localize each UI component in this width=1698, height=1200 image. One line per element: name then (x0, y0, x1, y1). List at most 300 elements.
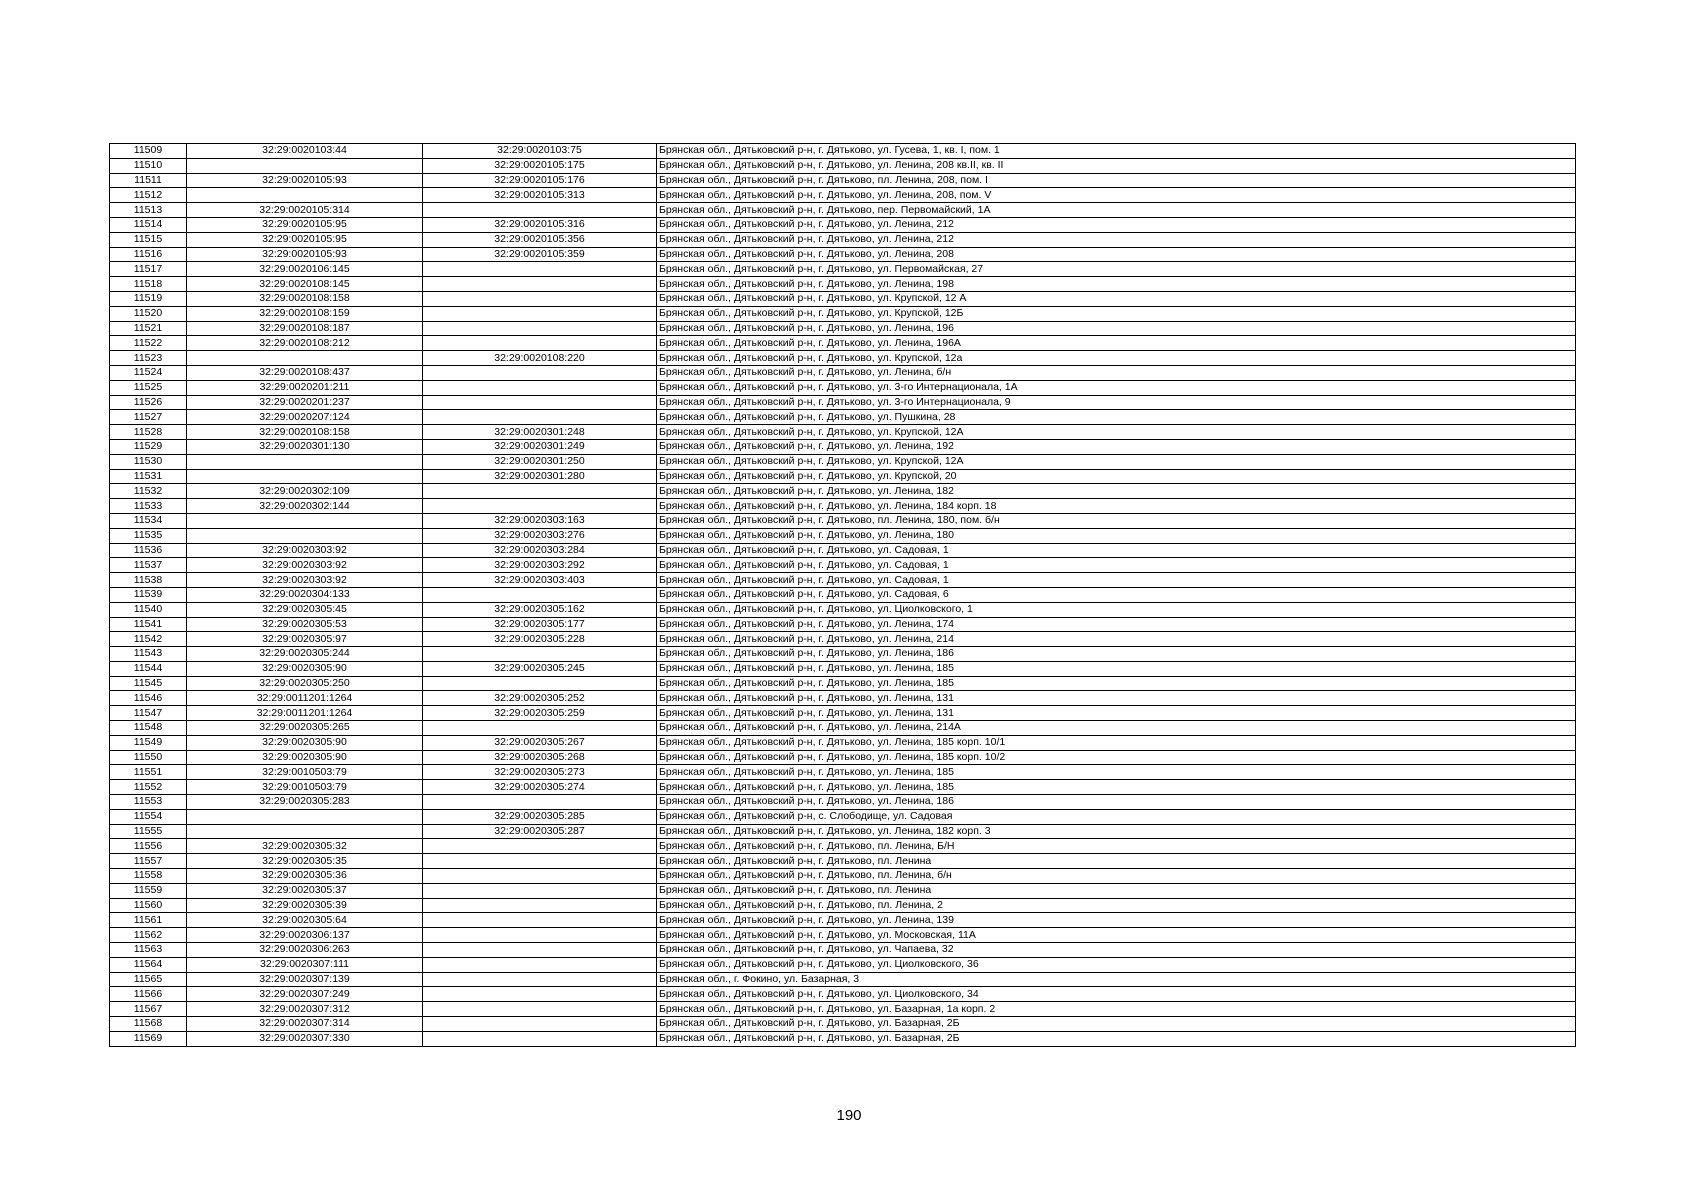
cadastral-number-cell: 32:29:0020305:90 (187, 735, 423, 750)
address-cell: Брянская обл., Дятьковский р-н, г. Дятьково, ул. Ленина, 214А (657, 721, 1576, 736)
row-number-cell: 11525 (110, 380, 187, 395)
object-number-cell (423, 1017, 657, 1032)
table-row (110, 158, 1576, 173)
object-number-cell: 32:29:0020301:250 (423, 454, 657, 469)
table-row (110, 602, 1576, 617)
address-cell: Брянская обл., Дятьковский р-н, г. Дятьково, ул. Ленина, 214 (657, 632, 1576, 647)
row-number-cell: 11512 (110, 188, 187, 203)
object-number-cell: 32:29:0020305:267 (423, 735, 657, 750)
row-number-cell: 11552 (110, 780, 187, 795)
table-row (110, 957, 1576, 972)
cadastral-number-cell: 32:29:0020302:144 (187, 499, 423, 514)
table-row (110, 543, 1576, 558)
table-row (110, 513, 1576, 528)
table-row (110, 587, 1576, 602)
cadastral-number-cell: 32:29:0020108:437 (187, 365, 423, 380)
table-row (110, 173, 1576, 188)
cadastral-number-cell: 32:29:0011201:1264 (187, 691, 423, 706)
row-number-cell: 11538 (110, 573, 187, 588)
row-number-cell: 11557 (110, 854, 187, 869)
object-number-cell: 32:29:0020301:280 (423, 469, 657, 484)
row-number-cell: 11562 (110, 928, 187, 943)
table-row (110, 883, 1576, 898)
row-number-cell: 11527 (110, 410, 187, 425)
table-row (110, 425, 1576, 440)
address-cell: Брянская обл., Дятьковский р-н, г. Дятьково, ул. Садовая, 1 (657, 558, 1576, 573)
row-number-cell: 11532 (110, 484, 187, 499)
object-number-cell: 32:29:0020305:252 (423, 691, 657, 706)
row-number-cell: 11509 (110, 144, 187, 159)
cadastral-number-cell: 32:29:0020302:109 (187, 484, 423, 499)
address-cell: Брянская обл., Дятьковский р-н, г. Дятьково, ул. Ленина, 208, пом. V (657, 188, 1576, 203)
cadastral-number-cell: 32:29:0020305:39 (187, 898, 423, 913)
object-number-cell (423, 1002, 657, 1017)
cadastral-number-cell (187, 469, 423, 484)
object-number-cell (423, 913, 657, 928)
address-cell: Брянская обл., Дятьковский р-н, г. Дятьково, ул. Крупской, 12 А (657, 291, 1576, 306)
object-number-cell (423, 972, 657, 987)
cadastral-number-cell: 32:29:0010503:79 (187, 780, 423, 795)
address-cell: Брянская обл., Дятьковский р-н, с. Слободище, ул. Садовая (657, 809, 1576, 824)
row-number-cell: 11513 (110, 203, 187, 218)
row-number-cell: 11556 (110, 839, 187, 854)
object-number-cell: 32:29:0020105:175 (423, 158, 657, 173)
object-number-cell: 32:29:0020301:248 (423, 425, 657, 440)
object-number-cell: 32:29:0020105:176 (423, 173, 657, 188)
object-number-cell (423, 262, 657, 277)
row-number-cell: 11550 (110, 750, 187, 765)
address-cell: Брянская обл., Дятьковский р-н, г. Дятьково, ул. Чапаева, 32 (657, 943, 1576, 958)
address-cell: Брянская обл., Дятьковский р-н, г. Дятьково, ул. Крупской, 12А (657, 425, 1576, 440)
address-cell: Брянская обл., Дятьковский р-н, г. Дятьково, ул. Ленина, 182 (657, 484, 1576, 499)
object-number-cell (423, 203, 657, 218)
cadastral-number-cell: 32:29:0020305:90 (187, 661, 423, 676)
address-cell: Брянская обл., Дятьковский р-н, г. Дятьково, ул. Циолковского, 36 (657, 957, 1576, 972)
address-cell: Брянская обл., Дятьковский р-н, г. Дятьково, ул. Ленина, 184 корп. 18 (657, 499, 1576, 514)
row-number-cell: 11519 (110, 291, 187, 306)
cadastral-number-cell: 32:29:0020305:37 (187, 883, 423, 898)
cadastral-number-cell: 32:29:0020303:92 (187, 558, 423, 573)
address-cell: Брянская обл., Дятьковский р-н, г. Дятьково, ул. Ленина, 185 корп. 10/1 (657, 735, 1576, 750)
address-cell: Брянская обл., Дятьковский р-н, г. Дятьково, ул. Ленина, 186 (657, 647, 1576, 662)
row-number-cell: 11536 (110, 543, 187, 558)
cadastral-number-cell: 32:29:0020304:133 (187, 587, 423, 602)
object-number-cell (423, 365, 657, 380)
row-number-cell: 11511 (110, 173, 187, 188)
cadastral-number-cell: 32:29:0020108:158 (187, 291, 423, 306)
address-cell: Брянская обл., Дятьковский р-н, г. Дятьково, ул. Ленина, 174 (657, 617, 1576, 632)
row-number-cell: 11564 (110, 957, 187, 972)
row-number-cell: 11531 (110, 469, 187, 484)
row-number-cell: 11524 (110, 365, 187, 380)
object-number-cell (423, 1031, 657, 1046)
cadastral-number-cell: 32:29:0020303:92 (187, 543, 423, 558)
row-number-cell: 11523 (110, 351, 187, 366)
row-number-cell: 11546 (110, 691, 187, 706)
table-row (110, 232, 1576, 247)
address-cell: Брянская обл., Дятьковский р-н, г. Дятьково, ул. Базарная, 2Б (657, 1017, 1576, 1032)
table-row (110, 188, 1576, 203)
table-row (110, 247, 1576, 262)
address-cell: Брянская обл., Дятьковский р-н, г. Дятьково, пл. Ленина (657, 883, 1576, 898)
address-cell: Брянская обл., Дятьковский р-н, г. Дятьково, ул. Крупской, 12А (657, 454, 1576, 469)
row-number-cell: 11542 (110, 632, 187, 647)
row-number-cell: 11540 (110, 602, 187, 617)
row-number-cell: 11529 (110, 439, 187, 454)
object-number-cell: 32:29:0020303:276 (423, 528, 657, 543)
address-cell: Брянская обл., Дятьковский р-н, г. Дятьково, ул. Ленина, 180 (657, 528, 1576, 543)
row-number-cell: 11517 (110, 262, 187, 277)
cadastral-number-cell: 32:29:0020305:45 (187, 602, 423, 617)
row-number-cell: 11541 (110, 617, 187, 632)
table-row (110, 336, 1576, 351)
cadastral-number-cell: 32:29:0020105:95 (187, 217, 423, 232)
object-number-cell: 32:29:0020305:273 (423, 765, 657, 780)
address-cell: Брянская обл., Дятьковский р-н, г. Дятьково, ул. Циолковского, 34 (657, 987, 1576, 1002)
row-number-cell: 11530 (110, 454, 187, 469)
cadastral-number-cell: 32:29:0020108:145 (187, 277, 423, 292)
cadastral-number-cell: 32:29:0020307:139 (187, 972, 423, 987)
address-cell: Брянская обл., Дятьковский р-н, г. Дятьково, ул. Московская, 11А (657, 928, 1576, 943)
table-row (110, 647, 1576, 662)
address-cell: Брянская обл., Дятьковский р-н, г. Дятьково, ул. Ленина, 185 (657, 661, 1576, 676)
table-row (110, 839, 1576, 854)
row-number-cell: 11537 (110, 558, 187, 573)
address-cell: Брянская обл., Дятьковский р-н, г. Дятьково, ул. Ленина, 196 (657, 321, 1576, 336)
address-cell: Брянская обл., Дятьковский р-н, г. Дятьково, ул. Ленина, 185 (657, 780, 1576, 795)
object-number-cell (423, 484, 657, 499)
row-number-cell: 11561 (110, 913, 187, 928)
row-number-cell: 11547 (110, 706, 187, 721)
cadastral-number-cell: 32:29:0020207:124 (187, 410, 423, 425)
table-row (110, 1031, 1576, 1046)
table-row (110, 987, 1576, 1002)
cadastral-number-cell: 32:29:0020305:36 (187, 869, 423, 884)
table-row (110, 351, 1576, 366)
table-row (110, 913, 1576, 928)
row-number-cell: 11559 (110, 883, 187, 898)
row-number-cell: 11544 (110, 661, 187, 676)
row-number-cell: 11566 (110, 987, 187, 1002)
address-cell: Брянская обл., г. Фокино, ул. Базарная, 3 (657, 972, 1576, 987)
table-row (110, 469, 1576, 484)
object-number-cell (423, 869, 657, 884)
table-row (110, 380, 1576, 395)
object-number-cell: 32:29:0020301:249 (423, 439, 657, 454)
row-number-cell: 11520 (110, 306, 187, 321)
cadastral-number-cell (187, 824, 423, 839)
address-cell: Брянская обл., Дятьковский р-н, г. Дятьково, ул. Гусева, 1, кв. I, пом. 1 (657, 144, 1576, 159)
cadastral-number-cell: 32:29:0020105:95 (187, 232, 423, 247)
object-number-cell: 32:29:0020303:163 (423, 513, 657, 528)
table-row (110, 1002, 1576, 1017)
table-row (110, 854, 1576, 869)
cadastral-number-cell (187, 809, 423, 824)
row-number-cell: 11558 (110, 869, 187, 884)
table-row (110, 203, 1576, 218)
object-number-cell: 32:29:0020305:177 (423, 617, 657, 632)
table-row (110, 558, 1576, 573)
address-cell: Брянская обл., Дятьковский р-н, г. Дятьково, ул. Ленина, 182 корп. 3 (657, 824, 1576, 839)
object-number-cell: 32:29:0020305:162 (423, 602, 657, 617)
object-number-cell (423, 928, 657, 943)
table-row (110, 262, 1576, 277)
object-number-cell (423, 395, 657, 410)
table-row (110, 484, 1576, 499)
cadastral-number-cell: 32:29:0010503:79 (187, 765, 423, 780)
object-number-cell (423, 795, 657, 810)
object-number-cell (423, 499, 657, 514)
object-number-cell (423, 721, 657, 736)
row-number-cell: 11533 (110, 499, 187, 514)
address-cell: Брянская обл., Дятьковский р-н, г. Дятьково, пл. Ленина (657, 854, 1576, 869)
row-number-cell: 11521 (110, 321, 187, 336)
table-row (110, 528, 1576, 543)
cadastral-number-cell: 32:29:0020108:187 (187, 321, 423, 336)
object-number-cell (423, 306, 657, 321)
object-number-cell: 32:29:0020305:268 (423, 750, 657, 765)
table-row (110, 661, 1576, 676)
object-number-cell (423, 321, 657, 336)
object-number-cell (423, 291, 657, 306)
object-number-cell: 32:29:0020303:292 (423, 558, 657, 573)
cadastral-number-cell (187, 188, 423, 203)
cadastral-number-cell: 32:29:0020305:97 (187, 632, 423, 647)
table-row (110, 691, 1576, 706)
cadastral-number-cell: 32:29:0020105:314 (187, 203, 423, 218)
table-row (110, 321, 1576, 336)
address-cell: Брянская обл., Дятьковский р-н, г. Дятьково, ул. Ленина, 131 (657, 691, 1576, 706)
cadastral-number-cell (187, 528, 423, 543)
row-number-cell: 11510 (110, 158, 187, 173)
cadastral-number-cell: 32:29:0020103:44 (187, 144, 423, 159)
table-row (110, 780, 1576, 795)
table-row (110, 1017, 1576, 1032)
address-cell: Брянская обл., Дятьковский р-н, г. Дятьково, ул. Ленина, 208 кв.II, кв. II (657, 158, 1576, 173)
cadastral-number-cell: 32:29:0020305:53 (187, 617, 423, 632)
address-cell: Брянская обл., Дятьковский р-н, г. Дятьково, ул. Крупской, 20 (657, 469, 1576, 484)
table-row (110, 750, 1576, 765)
cadastral-number-cell: 32:29:0020305:32 (187, 839, 423, 854)
object-number-cell (423, 943, 657, 958)
row-number-cell: 11539 (110, 587, 187, 602)
object-number-cell (423, 987, 657, 1002)
table-row (110, 573, 1576, 588)
table-row (110, 972, 1576, 987)
registry-table (109, 143, 1576, 1047)
row-number-cell: 11522 (110, 336, 187, 351)
row-number-cell: 11555 (110, 824, 187, 839)
table-row (110, 735, 1576, 750)
cadastral-number-cell: 32:29:0020108:212 (187, 336, 423, 351)
address-cell: Брянская обл., Дятьковский р-н, г. Дятьково, пл. Ленина, Б/Н (657, 839, 1576, 854)
row-number-cell: 11568 (110, 1017, 187, 1032)
row-number-cell: 11535 (110, 528, 187, 543)
address-cell: Брянская обл., Дятьковский р-н, г. Дятьково, ул. Ленина, 212 (657, 217, 1576, 232)
cadastral-number-cell: 32:29:0020305:244 (187, 647, 423, 662)
row-number-cell: 11560 (110, 898, 187, 913)
address-cell: Брянская обл., Дятьковский р-н, г. Дятьково, пер. Первомайский, 1А (657, 203, 1576, 218)
address-cell: Брянская обл., Дятьковский р-н, г. Дятьково, ул. Ленина, 198 (657, 277, 1576, 292)
table-row (110, 721, 1576, 736)
table-row (110, 499, 1576, 514)
table-row (110, 943, 1576, 958)
row-number-cell: 11516 (110, 247, 187, 262)
cadastral-number-cell: 32:29:0020301:130 (187, 439, 423, 454)
registry-table-body (110, 144, 1576, 1047)
address-cell: Брянская обл., Дятьковский р-н, г. Дятьково, ул. Первомайская, 27 (657, 262, 1576, 277)
object-number-cell: 32:29:0020305:228 (423, 632, 657, 647)
table-row (110, 454, 1576, 469)
table-row (110, 869, 1576, 884)
cadastral-number-cell: 32:29:0020108:159 (187, 306, 423, 321)
cadastral-number-cell: 32:29:0020305:265 (187, 721, 423, 736)
row-number-cell: 11545 (110, 676, 187, 691)
address-cell: Брянская обл., Дятьковский р-н, г. Дятьково, пл. Ленина, 180, пом. б/н (657, 513, 1576, 528)
cadastral-number-cell: 32:29:0020307:312 (187, 1002, 423, 1017)
table-row (110, 928, 1576, 943)
page-number: 190 (836, 1107, 862, 1124)
cadastral-number-cell: 32:29:0020303:92 (187, 573, 423, 588)
address-cell: Брянская обл., Дятьковский р-н, г. Дятьково, ул. Садовая, 1 (657, 573, 1576, 588)
row-number-cell: 11518 (110, 277, 187, 292)
address-cell: Брянская обл., Дятьковский р-н, г. Дятьково, ул. Ленина, 192 (657, 439, 1576, 454)
table-row (110, 809, 1576, 824)
table-row (110, 632, 1576, 647)
table-row (110, 676, 1576, 691)
row-number-cell: 11551 (110, 765, 187, 780)
table-row (110, 439, 1576, 454)
table-row (110, 144, 1576, 159)
table-row (110, 306, 1576, 321)
object-number-cell: 32:29:0020305:285 (423, 809, 657, 824)
address-cell: Брянская обл., Дятьковский р-н, г. Дятьково, ул. Крупской, 12а (657, 351, 1576, 366)
object-number-cell (423, 336, 657, 351)
address-cell: Брянская обл., Дятьковский р-н, г. Дятьково, ул. Базарная, 2Б (657, 1031, 1576, 1046)
object-number-cell (423, 839, 657, 854)
address-cell: Брянская обл., Дятьковский р-н, г. Дятьково, ул. Ленина, 208 (657, 247, 1576, 262)
cadastral-number-cell: 32:29:0020305:35 (187, 854, 423, 869)
object-number-cell (423, 277, 657, 292)
address-cell: Брянская обл., Дятьковский р-н, г. Дятьково, ул. Ленина, 212 (657, 232, 1576, 247)
table-row (110, 617, 1576, 632)
cadastral-number-cell (187, 454, 423, 469)
table-row (110, 898, 1576, 913)
row-number-cell: 11543 (110, 647, 187, 662)
object-number-cell (423, 883, 657, 898)
cadastral-number-cell: 32:29:0020307:249 (187, 987, 423, 1002)
address-cell: Брянская обл., Дятьковский р-н, г. Дятьково, пл. Ленина, 208, пом. I (657, 173, 1576, 188)
object-number-cell: 32:29:0020305:245 (423, 661, 657, 676)
table-row (110, 277, 1576, 292)
address-cell: Брянская обл., Дятьковский р-н, г. Дятьково, ул. Пушкина, 28 (657, 410, 1576, 425)
address-cell: Брянская обл., Дятьковский р-н, г. Дятьково, ул. Садовая, 6 (657, 587, 1576, 602)
cadastral-number-cell: 32:29:0020307:111 (187, 957, 423, 972)
object-number-cell (423, 854, 657, 869)
cadastral-number-cell: 32:29:0020305:64 (187, 913, 423, 928)
address-cell: Брянская обл., Дятьковский р-н, г. Дятьково, ул. Садовая, 1 (657, 543, 1576, 558)
address-cell: Брянская обл., Дятьковский р-н, г. Дятьково, ул. 3-го Интернационала, 1А (657, 380, 1576, 395)
address-cell: Брянская обл., Дятьковский р-н, г. Дятьково, ул. Базарная, 1а корп. 2 (657, 1002, 1576, 1017)
cadastral-number-cell (187, 351, 423, 366)
cadastral-number-cell (187, 158, 423, 173)
table-row (110, 217, 1576, 232)
table-row (110, 410, 1576, 425)
cadastral-number-cell: 32:29:0020306:263 (187, 943, 423, 958)
object-number-cell: 32:29:0020108:220 (423, 351, 657, 366)
table-row (110, 765, 1576, 780)
object-number-cell: 32:29:0020105:359 (423, 247, 657, 262)
cadastral-number-cell: 32:29:0020105:93 (187, 247, 423, 262)
address-cell: Брянская обл., Дятьковский р-н, г. Дятьково, ул. Крупской, 12Б (657, 306, 1576, 321)
row-number-cell: 11565 (110, 972, 187, 987)
table-row (110, 365, 1576, 380)
address-cell: Брянская обл., Дятьковский р-н, г. Дятьково, ул. Циолковского, 1 (657, 602, 1576, 617)
address-cell: Брянская обл., Дятьковский р-н, г. Дятьково, ул. 3-го Интернационала, 9 (657, 395, 1576, 410)
object-number-cell: 32:29:0020103:75 (423, 144, 657, 159)
cadastral-number-cell: 32:29:0020307:314 (187, 1017, 423, 1032)
address-cell: Брянская обл., Дятьковский р-н, г. Дятьково, ул. Ленина, 196А (657, 336, 1576, 351)
address-cell: Брянская обл., Дятьковский р-н, г. Дятьково, ул. Ленина, 131 (657, 706, 1576, 721)
cadastral-number-cell: 32:29:0020105:93 (187, 173, 423, 188)
row-number-cell: 11526 (110, 395, 187, 410)
object-number-cell: 32:29:0020105:313 (423, 188, 657, 203)
object-number-cell: 32:29:0020305:287 (423, 824, 657, 839)
cadastral-number-cell: 32:29:0020201:211 (187, 380, 423, 395)
object-number-cell: 32:29:0020303:403 (423, 573, 657, 588)
object-number-cell (423, 587, 657, 602)
table-row (110, 795, 1576, 810)
address-cell: Брянская обл., Дятьковский р-н, г. Дятьково, ул. Ленина, 185 (657, 676, 1576, 691)
row-number-cell: 11569 (110, 1031, 187, 1046)
row-number-cell: 11528 (110, 425, 187, 440)
object-number-cell: 32:29:0020305:259 (423, 706, 657, 721)
object-number-cell: 32:29:0020105:356 (423, 232, 657, 247)
cadastral-number-cell: 32:29:0020201:237 (187, 395, 423, 410)
address-cell: Брянская обл., Дятьковский р-н, г. Дятьково, ул. Ленина, 186 (657, 795, 1576, 810)
row-number-cell: 11549 (110, 735, 187, 750)
object-number-cell (423, 380, 657, 395)
cadastral-number-cell (187, 513, 423, 528)
cadastral-number-cell: 32:29:0020305:250 (187, 676, 423, 691)
object-number-cell (423, 410, 657, 425)
object-number-cell (423, 676, 657, 691)
cadastral-number-cell: 32:29:0020108:158 (187, 425, 423, 440)
cadastral-number-cell: 32:29:0020307:330 (187, 1031, 423, 1046)
row-number-cell: 11515 (110, 232, 187, 247)
object-number-cell (423, 898, 657, 913)
cadastral-number-cell: 32:29:0020305:283 (187, 795, 423, 810)
object-number-cell (423, 957, 657, 972)
address-cell: Брянская обл., Дятьковский р-н, г. Дятьково, пл. Ленина, 2 (657, 898, 1576, 913)
row-number-cell: 11534 (110, 513, 187, 528)
table-row (110, 824, 1576, 839)
table-row (110, 395, 1576, 410)
object-number-cell: 32:29:0020105:316 (423, 217, 657, 232)
row-number-cell: 11553 (110, 795, 187, 810)
object-number-cell: 32:29:0020303:284 (423, 543, 657, 558)
row-number-cell: 11567 (110, 1002, 187, 1017)
cadastral-number-cell: 32:29:0020306:137 (187, 928, 423, 943)
address-cell: Брянская обл., Дятьковский р-н, г. Дятьково, пл. Ленина, б/н (657, 869, 1576, 884)
cadastral-number-cell: 32:29:0020305:90 (187, 750, 423, 765)
row-number-cell: 11554 (110, 809, 187, 824)
cadastral-number-cell: 32:29:0020106:145 (187, 262, 423, 277)
cadastral-number-cell: 32:29:0011201:1264 (187, 706, 423, 721)
address-cell: Брянская обл., Дятьковский р-н, г. Дятьково, ул. Ленина, б/н (657, 365, 1576, 380)
object-number-cell (423, 647, 657, 662)
address-cell: Брянская обл., Дятьковский р-н, г. Дятьково, ул. Ленина, 185 (657, 765, 1576, 780)
